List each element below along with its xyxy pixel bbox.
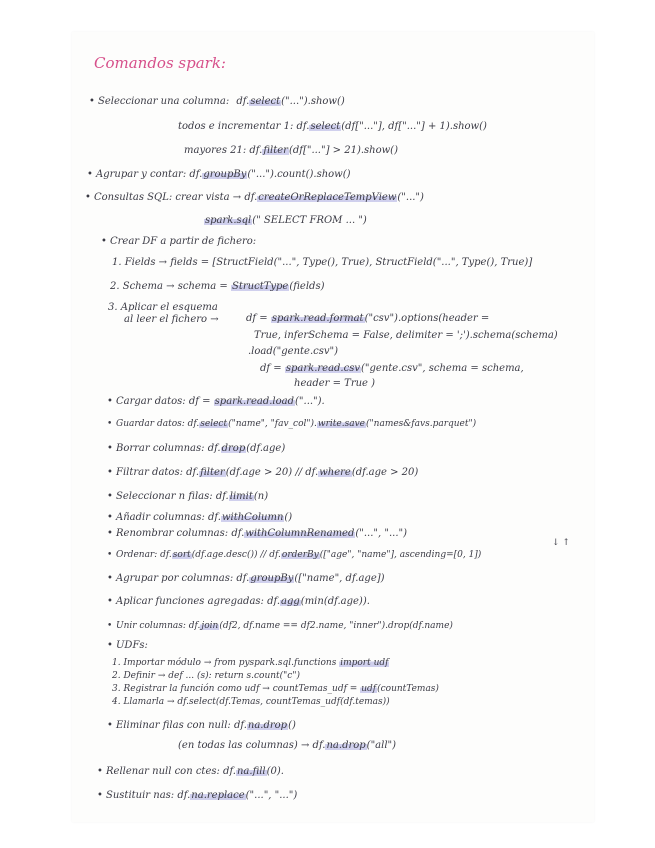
note-line bbox=[106, 790, 297, 802]
note-label: al leer el fichero → bbox=[124, 314, 219, 325]
note-line bbox=[98, 96, 345, 108]
note-label: 2. Schema → bbox=[110, 281, 175, 292]
note-line bbox=[112, 683, 439, 695]
note-line bbox=[116, 491, 268, 503]
note-label: Cargar datos: bbox=[116, 396, 186, 407]
note-label: 4. Llamarla → bbox=[112, 697, 175, 707]
highlighted-command: drop bbox=[221, 443, 246, 454]
code-suffix: () bbox=[284, 512, 293, 523]
highlighted-command: spark.sql bbox=[205, 215, 252, 226]
code-suffix: ("...").count().show() bbox=[247, 169, 351, 180]
code-suffix: (fields) bbox=[289, 281, 325, 292]
highlighted-command: na.fill bbox=[236, 766, 266, 777]
code-text: header = True ) bbox=[294, 378, 376, 389]
highlighted-command: udf bbox=[361, 684, 377, 694]
note-label: Eliminar filas con null: bbox=[116, 720, 231, 731]
code-suffix: (min(df.age)). bbox=[300, 596, 370, 607]
highlighted-command: select bbox=[310, 121, 341, 132]
note-line bbox=[116, 549, 481, 561]
note-label: 3. Aplicar el esquema bbox=[108, 302, 218, 313]
code-prefix: df. bbox=[207, 443, 221, 454]
code-prefix: crear vista → df. bbox=[175, 192, 258, 203]
code-suffix: ("...").show() bbox=[281, 96, 345, 107]
note-line bbox=[96, 169, 351, 181]
code-prefix: from pyspark.sql.functions bbox=[214, 658, 337, 668]
note-label: Borrar columnas: bbox=[116, 443, 205, 454]
code-suffix: ("names&favs.parquet") bbox=[366, 419, 477, 429]
note-line bbox=[116, 720, 296, 732]
code-suffix: ("...") bbox=[397, 192, 424, 203]
highlighted-command: select bbox=[250, 96, 281, 107]
code-suffix: () bbox=[288, 720, 296, 731]
code-suffix: ("...", "...") bbox=[245, 790, 298, 801]
highlighted-command: spark.read.format bbox=[271, 313, 364, 324]
highlighted-command: orderBy bbox=[281, 550, 319, 560]
note-line bbox=[116, 528, 407, 540]
note-line bbox=[116, 573, 385, 585]
code-prefix: df. bbox=[236, 573, 250, 584]
note-label: Sustituir nas: bbox=[106, 790, 175, 801]
code-prefix: df. bbox=[249, 145, 263, 156]
code-prefix: df = bbox=[188, 396, 211, 407]
notebook-page bbox=[72, 32, 594, 822]
code-text: ("name", "fav_col"). bbox=[228, 419, 317, 429]
code-prefix: df. bbox=[231, 528, 245, 539]
highlighted-command: write.save bbox=[317, 419, 365, 429]
code-prefix: df. bbox=[187, 419, 200, 429]
code-suffix: (countTemas) bbox=[377, 684, 439, 694]
code-suffix: (" SELECT FROM ... ") bbox=[252, 215, 367, 226]
note-label: 1. Importar módulo → bbox=[112, 658, 212, 668]
code-suffix: ("csv").options(header = bbox=[364, 313, 490, 324]
note-label: Filtrar datos: bbox=[116, 467, 183, 478]
highlighted-command: where bbox=[319, 467, 351, 478]
note-label: Seleccionar n filas: bbox=[116, 491, 213, 502]
code-prefix: df. bbox=[236, 96, 250, 107]
highlighted-command: select bbox=[200, 419, 228, 429]
note-line bbox=[116, 443, 285, 455]
highlighted-command: na.drop bbox=[247, 720, 288, 731]
code-prefix: df. bbox=[312, 740, 326, 751]
code-prefix: df. bbox=[177, 790, 191, 801]
note-label: Agrupar y contar: bbox=[96, 169, 187, 180]
code-suffix: (n) bbox=[253, 491, 269, 502]
highlighted-command: withColumnRenamed bbox=[245, 528, 355, 539]
code-suffix: (df.age) bbox=[246, 443, 286, 454]
code-suffix: (["name", df.age]) bbox=[294, 573, 385, 584]
note-label: Consultas SQL: bbox=[94, 192, 173, 203]
code-text: df.select(df.Temas, countTemas_udf(df.temas)) bbox=[177, 697, 390, 707]
code-text: (df.age.desc()) // df. bbox=[191, 550, 281, 560]
note-line bbox=[116, 512, 292, 524]
note-label: mayores 21: bbox=[184, 145, 247, 156]
note-label: Rellenar null con ctes: bbox=[106, 766, 220, 777]
highlighted-command: limit bbox=[229, 491, 253, 502]
code-prefix: df. bbox=[233, 720, 247, 731]
code-suffix: (df["..."] > 21).show() bbox=[288, 145, 398, 156]
highlighted-command: withColumn bbox=[221, 512, 284, 523]
code-prefix: df. bbox=[189, 169, 203, 180]
code-suffix: ("gente.csv", schema = schema, bbox=[361, 363, 524, 374]
note-label: (en todas las columnas) → bbox=[178, 740, 310, 751]
code-prefix: df = bbox=[246, 313, 268, 324]
code-prefix: df. bbox=[208, 512, 221, 523]
code-text: (df.age > 20) // df. bbox=[225, 467, 319, 478]
page-title: Comandos spark: bbox=[94, 54, 226, 72]
note-line bbox=[178, 740, 396, 752]
note-line bbox=[106, 766, 284, 778]
code-prefix: df = bbox=[260, 363, 282, 374]
code-suffix: (df.age > 20) bbox=[351, 467, 419, 478]
note-line bbox=[116, 418, 476, 430]
code-prefix: df. bbox=[223, 766, 236, 777]
note-line bbox=[116, 396, 325, 408]
note-line bbox=[184, 145, 398, 157]
code-suffix: (0). bbox=[266, 766, 284, 777]
code-suffix: (df["..."], df["..."] + 1).show() bbox=[341, 121, 487, 132]
note-line bbox=[116, 620, 453, 632]
section-heading: • Crear DF a partir de fichero: bbox=[110, 236, 256, 248]
code-suffix: ("all") bbox=[366, 740, 397, 751]
code-text: .load("gente.csv") bbox=[248, 346, 339, 357]
highlighted-command: join bbox=[201, 621, 219, 631]
note-line bbox=[112, 257, 532, 269]
highlighted-command: filter bbox=[263, 145, 288, 156]
highlighted-command: na.drop bbox=[326, 740, 366, 751]
note-line bbox=[94, 192, 424, 204]
code-suffix: ("..."). bbox=[295, 396, 325, 407]
highlighted-command: sort bbox=[172, 550, 191, 560]
note-label: 1. Fields → bbox=[112, 257, 168, 268]
note-label: Agrupar por columnas: bbox=[116, 573, 234, 584]
code-prefix: df. bbox=[296, 121, 310, 132]
highlighted-command: agg bbox=[281, 596, 300, 607]
code-prefix: df. bbox=[267, 596, 281, 607]
note-label: Seleccionar una columna: bbox=[98, 96, 230, 107]
code-suffix: (["age", "name"], ascending=[0, 1]) bbox=[319, 550, 482, 560]
highlighted-command: spark.read.load bbox=[214, 396, 295, 407]
note-line bbox=[112, 670, 300, 682]
note-label: Añadir columnas: bbox=[116, 512, 205, 523]
note-line bbox=[246, 313, 489, 325]
code-prefix: df. bbox=[186, 467, 200, 478]
code-text: True, inferSchema = False, delimiter = ';').schema(schema) bbox=[254, 330, 558, 341]
note-label: Guardar datos: bbox=[116, 419, 185, 429]
note-label: 2. Definir → bbox=[112, 671, 166, 681]
code-suffix: ("...", "...") bbox=[355, 528, 408, 539]
note-label: 3. Registrar la función como udf → bbox=[112, 684, 270, 694]
note-label: todos e incrementar 1: bbox=[178, 121, 294, 132]
highlighted-command: groupBy bbox=[250, 573, 294, 584]
section-heading: • UDFs: bbox=[116, 640, 148, 652]
code-prefix: df. bbox=[188, 621, 201, 631]
note-line bbox=[260, 363, 524, 375]
code-prefix: df. bbox=[160, 550, 172, 560]
note-label: Aplicar funciones agregadas: bbox=[116, 596, 264, 607]
note-label: Unir columnas: bbox=[116, 621, 186, 631]
note-line bbox=[204, 215, 367, 227]
note-line bbox=[116, 596, 370, 608]
note-line bbox=[110, 281, 324, 293]
code-text: def ... (s): return s.count("c") bbox=[168, 671, 300, 681]
note-line bbox=[116, 467, 418, 479]
highlighted-command: import udf bbox=[340, 658, 389, 668]
highlighted-command: filter bbox=[200, 467, 225, 478]
note-label: Ordenar: bbox=[116, 550, 158, 560]
code-prefix: df. bbox=[215, 491, 229, 502]
highlighted-command: StructType bbox=[232, 281, 289, 292]
code-text: fields = [StructField("...", Type(), True), StructField("...", Type(), True)] bbox=[170, 257, 533, 268]
note-line bbox=[112, 696, 390, 708]
sort-direction-arrows: ↓ ↑ bbox=[552, 538, 570, 548]
code-prefix: schema = bbox=[177, 281, 228, 292]
note-label: Renombrar columnas: bbox=[116, 528, 229, 539]
note-line bbox=[112, 657, 389, 669]
note-line bbox=[178, 121, 487, 133]
highlighted-command: na.replace bbox=[191, 790, 245, 801]
highlighted-command: createOrReplaceTempView bbox=[258, 192, 397, 203]
highlighted-command: spark.read.csv bbox=[285, 363, 360, 374]
highlighted-command: groupBy bbox=[203, 169, 247, 180]
code-prefix: countTemas_udf = bbox=[272, 684, 358, 694]
code-suffix: (df2, df.name == df2.name, "inner").drop(df.name) bbox=[219, 621, 453, 631]
